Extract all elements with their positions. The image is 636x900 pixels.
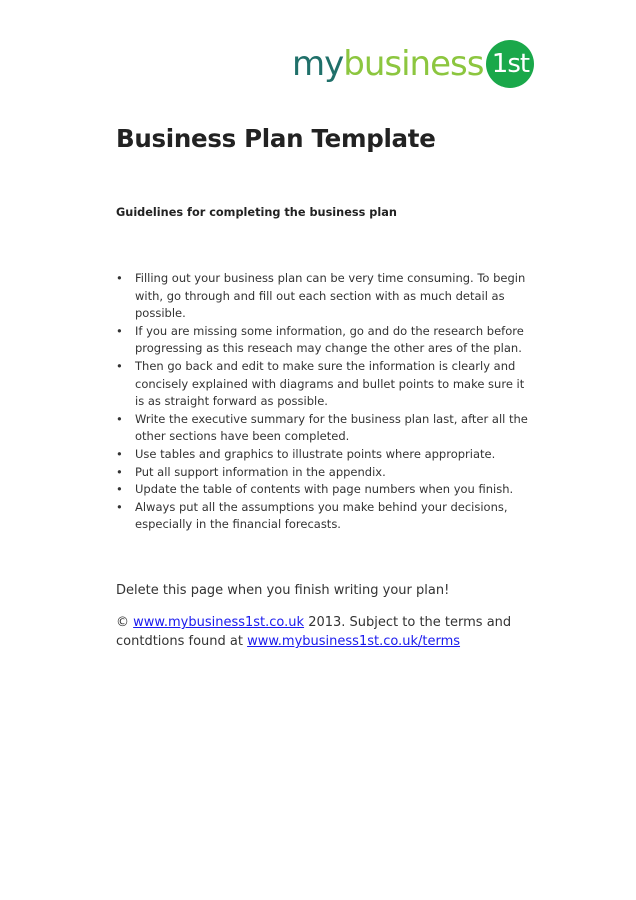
copyright-symbol: © (116, 615, 129, 630)
delete-page-note: Delete this page when you finish writing your plan! (116, 583, 450, 598)
list-item-text: Then go back and edit to make sure the information is clearly and concisely explained with diagrams and bullet points to make sure it is as straight forward as possible. (135, 358, 525, 409)
logo-1st-badge: 1st (486, 40, 534, 88)
copyright-notice (116, 613, 516, 651)
copyright-text: 2013. Subject to the terms and contdtions found at (116, 615, 512, 649)
bullet-icon: • (116, 499, 123, 514)
bullet-icon: • (116, 271, 123, 285)
list-item-text: Use tables and graphics to illustrate points where appropriate. (135, 446, 496, 461)
bullet-icon: • (116, 464, 123, 479)
terms-link[interactable]: www.mybusiness1st.co.uk/terms (247, 634, 461, 649)
list-item (116, 323, 536, 358)
bullet-icon: • (116, 411, 123, 426)
list-item-text: Filling out your business plan can be very time consuming. To begin with, go through and fill out each section with as much detail as possible. (135, 271, 526, 321)
logo-business-text: business (343, 44, 484, 84)
list-item-text: Write the executive summary for the business plan last, after all the other sections have been completed. (135, 411, 528, 444)
list-item (116, 411, 536, 446)
list-item (116, 499, 536, 534)
bullet-icon: • (116, 446, 123, 461)
list-item-text: Update the table of contents with page numbers when you finish. (135, 482, 514, 497)
list-item (116, 446, 536, 464)
list-item (116, 270, 536, 323)
bullet-icon: • (116, 482, 123, 497)
list-item-text: Always put all the assumptions you make behind your decisions, especially in the financial forecasts. (135, 499, 508, 532)
list-item (116, 464, 536, 482)
list-item-text: Put all support information in the appendix. (135, 464, 386, 479)
page-title: Business Plan Template (116, 124, 436, 153)
list-item-text: If you are missing some information, go and do the research before progressing as this reseach may change the other ares of the plan. (135, 323, 524, 356)
bullet-icon: • (116, 358, 123, 373)
list-item (116, 481, 536, 499)
guidelines-list (116, 270, 536, 534)
mybusiness1st-logo (292, 40, 534, 88)
bullet-icon: • (116, 323, 123, 338)
list-item (116, 358, 536, 411)
logo-my-text: my (292, 44, 344, 84)
guidelines-heading: Guidelines for completing the business plan (116, 206, 397, 219)
website-link[interactable]: www.mybusiness1st.co.uk (133, 615, 305, 630)
